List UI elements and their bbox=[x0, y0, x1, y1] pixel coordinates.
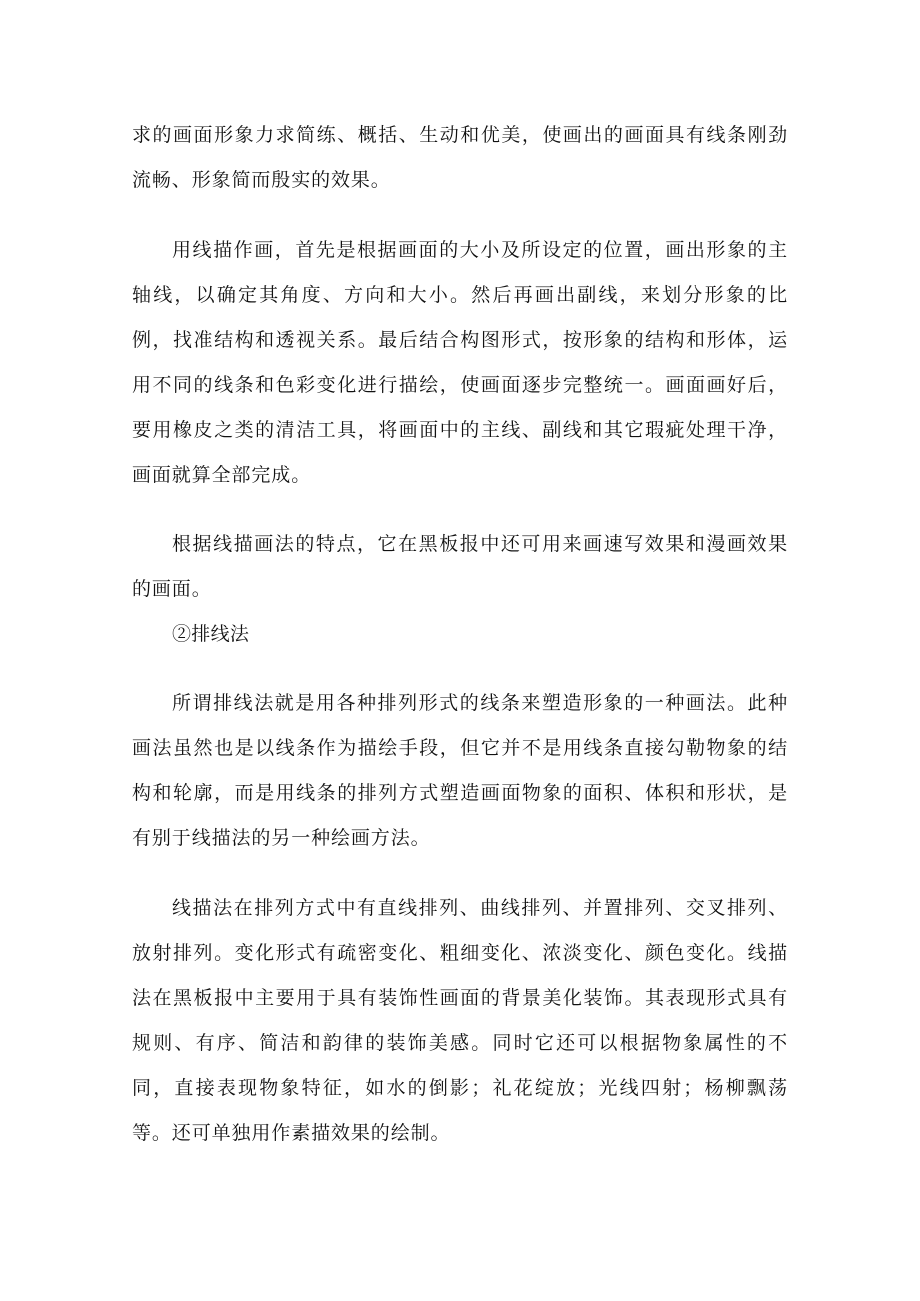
document-body bbox=[132, 113, 788, 1156]
paragraph-hatching-definition: 所谓排线法就是用各种排列形式的线条来塑造形象的一种画法。此种画法虽然也是以线条作为描绘手段，但它并不是用线条直接勾勒物象的结构和轮廓，而是用线条的排列方式塑造画面物象的面积、体积和形状，是有别于线描法的另一种绘画方法。 bbox=[132, 692, 788, 849]
paragraph-line-drawing-uses: 根据线描画法的特点，它在黑板报中还可用来画速写效果和漫画效果的画面。 bbox=[132, 533, 788, 600]
paragraph-line-drawing-steps: 用线描作画，首先是根据画面的大小及所设定的位置，画出形象的主轴线，以确定其角度、方向和大小。然后再画出副线，来划分形象的比例，找准结构和透视关系。最后结合构图形式，按形象的结构和形体，运用不同的线条和色彩变化进行描绘，使画面逐步完整统一。画面画好后，要用橡皮之类的清洁工具，将画面中的主线、副线和其它瑕疵处理干净，画面就算全部完成。 bbox=[132, 239, 788, 486]
paragraph-continuation: 求的画面形象力求简练、概括、生动和优美，使画出的画面具有线条刚劲流畅、形象简而殷实的效果。 bbox=[132, 124, 788, 191]
paragraph-hatching-forms: 线描法在排列方式中有直线排列、曲线排列、并置排列、交叉排列、放射排列。变化形式有疏密变化、粗细变化、浓淡变化、颜色变化。线描法在黑板报中主要用于具有装饰性画面的背景美化装饰。其表现形式具有规则、有序、简洁和韵律的装饰美感。同时它还可以根据物象属性的不同，直接表现物象特征，如水的倒影；礼花绽放；光线四射；杨柳飘荡等。还可单独用作素描效果的绘制。 bbox=[132, 897, 788, 1144]
section-heading: ②排线法 bbox=[172, 623, 250, 645]
